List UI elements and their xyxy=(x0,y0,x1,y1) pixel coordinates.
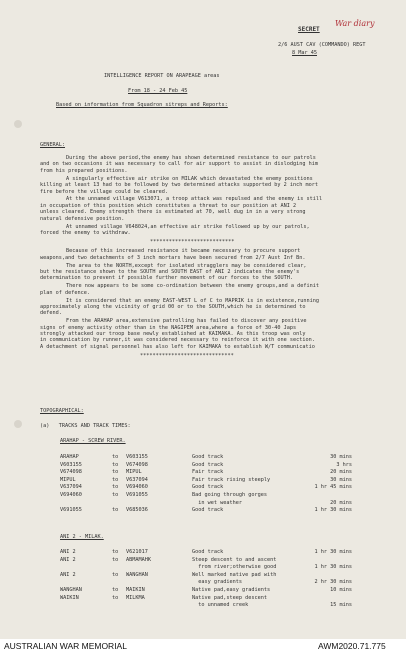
table-row xyxy=(0,564,406,571)
report-date: 8 Mar 45 xyxy=(292,50,317,56)
to-cell: to xyxy=(112,469,119,476)
paragraph-line: The area to the NORTH,except for isolated stragglers may be considered clear, xyxy=(66,262,307,269)
from-cell: ANI 2 xyxy=(60,549,76,555)
to-cell: to xyxy=(112,492,119,498)
paragraph-line: A singularly effective air strike on MILAK which devastated the enemy positions xyxy=(66,175,313,182)
route-heading-arahap: ARAHAP - SCREW RIVER. xyxy=(60,438,126,444)
paragraph-line: During the above period,the enemy has shown determined resistance to our patrols xyxy=(66,155,316,161)
to-cell: to xyxy=(112,461,119,468)
destination-cell: V637094 xyxy=(126,476,148,483)
time-cell: 1 hr 45 mins xyxy=(314,484,352,491)
description-cell: Native pad,steep descent xyxy=(192,594,267,601)
description-cell: Good track xyxy=(192,507,224,514)
paragraph-line: Because of this increased resistance it became necessary to procure support xyxy=(66,248,301,255)
table-row xyxy=(0,454,406,461)
table-row xyxy=(0,587,406,594)
report-basis: Based on information from Squadron sitreps and Reports: xyxy=(56,102,228,108)
paragraph-line: From the ARAHAP area,extensive patrolling has failed to discover any positive xyxy=(66,318,307,325)
to-cell: to xyxy=(112,594,119,601)
table-row xyxy=(0,500,406,507)
paragraph-line: signs of enemy activity other than in the NAGIPEM area,where a force of 30-40 Japs xyxy=(40,324,297,331)
paragraph-line: weapons,and two detachments of 3 inch mortars have been secured from 2/7 Aust Inf Bn. xyxy=(40,254,306,261)
from-cell: V674098 xyxy=(60,469,82,476)
route-heading-ani2: ANI 2 - MILAK. xyxy=(60,534,104,540)
from-cell: ANI 2 xyxy=(60,556,76,563)
tracks-subheading: (a) TRACKS AND TRACK TIMES: xyxy=(40,423,131,429)
table-row xyxy=(0,595,406,602)
table-row xyxy=(0,602,406,609)
time-cell: 20 mins xyxy=(330,469,352,476)
paragraph-line: in occupation of this position which constitutes a threat to our position at ANI 2 xyxy=(40,202,297,209)
description-cell: Good track xyxy=(192,549,224,555)
description-cell: Bad going through gorges xyxy=(192,492,267,498)
paragraph-line: and on two occasions it was necessary to call for air support to assist in dislodging him xyxy=(40,161,318,168)
report-period: From 18 - 24 Feb 45 xyxy=(128,88,188,94)
description-cell: from river;otherwise good xyxy=(192,564,277,571)
paragraph-line: A detachment of signal personnel has also left for KAIMAKA to establish W/T communicatio xyxy=(40,343,315,350)
punch-hole xyxy=(14,420,22,428)
description-cell: Good track xyxy=(192,461,224,468)
time-cell: 3 hrs xyxy=(336,461,352,468)
report-title: INTELLIGENCE REPORT ON ARAPEAGE areas xyxy=(104,73,220,79)
classification-mark: SECRET xyxy=(298,26,320,33)
archive-reference: AWM2020.71.775 xyxy=(318,641,386,651)
table-row xyxy=(0,477,406,484)
destination-cell: V691055 xyxy=(126,492,148,498)
paragraph-line: approximately along the vicinity of grid 00 or to the SOUTH,which he is determined to xyxy=(40,303,306,310)
from-cell: ARAHAP xyxy=(60,454,79,460)
from-cell: WAIKIN xyxy=(60,594,79,601)
separator-stars: ****************************** xyxy=(140,352,234,359)
paragraph-line: There now appears to be some co-ordination between the enemy groups,and a definit xyxy=(66,283,319,290)
description-cell: to unnamed creek xyxy=(192,602,249,609)
destination-cell: MILKMA xyxy=(126,594,145,601)
to-cell: to xyxy=(112,587,119,593)
from-cell: V694060 xyxy=(60,492,82,498)
from-cell: V637094 xyxy=(60,484,82,491)
destination-cell: V694060 xyxy=(126,484,148,491)
to-cell: to xyxy=(112,484,119,491)
general-heading: GENERAL: xyxy=(40,142,65,148)
paragraph-line: determination to prevent if possible further movement of our forces to the SOUTH. xyxy=(40,275,293,282)
description-cell: Fair track rising steeply xyxy=(192,476,271,483)
paragraph-line: At the unnamed village V613071, a troop attack was repulsed and the enemy is still xyxy=(66,196,323,203)
description-cell: Well marked native pad with xyxy=(192,571,277,578)
paragraph-line: fire before the village could be cleared. xyxy=(40,188,169,195)
time-cell: 2 hr 30 mins xyxy=(314,579,352,586)
time-cell: 20 mins xyxy=(330,499,352,506)
description-cell: easy gradients xyxy=(192,579,242,586)
paragraph-line: forced the enemy to withdraw. xyxy=(40,229,131,236)
to-cell: to xyxy=(112,571,119,578)
to-cell: to xyxy=(112,454,119,460)
time-cell: 1 hr 30 mins xyxy=(314,564,352,571)
paragraph-line: plan of defence. xyxy=(40,289,90,296)
archive-footer xyxy=(0,639,406,653)
paragraph-line: strongly attacked our troop base newly established at KAIMAKA. As this troop was only xyxy=(40,331,306,337)
description-cell: Steep descent to and ascent xyxy=(192,556,277,563)
table-row xyxy=(0,462,406,469)
table-row xyxy=(0,492,406,499)
description-cell: Good track xyxy=(192,484,224,491)
paragraph-line: At unnamed village V648024,an effective air strike followed up by our patrols, xyxy=(66,223,310,230)
from-cell: V603155 xyxy=(60,461,82,468)
destination-cell: V603155 xyxy=(126,454,148,460)
table-row xyxy=(0,572,406,579)
time-cell: 10 mins xyxy=(330,587,352,593)
paragraph-line: killing at least 13 had to be followed by two determined attacks supported by 2 inch mort xyxy=(40,182,318,189)
paragraph-line: unless cleared. Enemy strength there is estimated at 70, well dug in in a very strong xyxy=(40,209,306,216)
time-cell: 30 mins xyxy=(330,454,352,460)
from-cell: MIPUL xyxy=(60,476,76,483)
destination-cell: WANGHAN xyxy=(126,571,148,578)
table-row xyxy=(0,507,406,514)
paragraph-line: defend. xyxy=(40,310,62,317)
table-row xyxy=(0,469,406,476)
description-cell: Good track xyxy=(192,454,224,460)
paragraph-line: It is considered that an enemy EAST-WEST L of C to MAPRIK is in existence,running xyxy=(66,297,319,304)
table-row xyxy=(0,549,406,556)
description-cell: Fair track xyxy=(192,469,224,476)
from-cell: WANGHAN xyxy=(60,587,82,593)
paragraph-line: from his prepared positions. xyxy=(40,167,128,174)
topographical-heading: TOPOGRAPHICAL: xyxy=(40,408,84,414)
description-cell: in wet weather xyxy=(192,499,242,506)
archive-name: AUSTRALIAN WAR MEMORIAL xyxy=(4,641,127,651)
time-cell: 15 mins xyxy=(330,602,352,609)
destination-cell: V674098 xyxy=(126,461,148,468)
unit-name: 2/6 AUST CAV (COMMANDO) REGT xyxy=(278,42,366,48)
to-cell: to xyxy=(112,549,119,555)
table-row xyxy=(0,484,406,491)
destination-cell: MIPUL xyxy=(126,469,142,476)
to-cell: to xyxy=(112,556,119,563)
paragraph-line: but the resistance shown to the SOUTH and SOUTH EAST of ANI 2 indicates the enemy's xyxy=(40,268,300,275)
from-cell: ANI 2 xyxy=(60,571,76,578)
destination-cell: MAIKIN xyxy=(126,587,145,593)
to-cell: to xyxy=(112,507,119,514)
table-row xyxy=(0,557,406,564)
time-cell: 30 mins xyxy=(330,476,352,483)
time-cell: 1 hr 30 mins xyxy=(314,549,352,555)
destination-cell: V621017 xyxy=(126,549,148,555)
handwritten-note: War diary xyxy=(335,19,375,28)
from-cell: V691055 xyxy=(60,507,82,514)
punch-hole xyxy=(14,120,22,128)
separator-stars: *************************** xyxy=(150,238,235,245)
paragraph-line: in communication by runner,it was considered necessary to reinforce it with one section. xyxy=(40,337,315,344)
destination-cell: ABMAMAHK xyxy=(126,556,151,563)
table-row xyxy=(0,579,406,586)
paragraph-line: natural defensive position. xyxy=(40,215,125,222)
destination-cell: V685036 xyxy=(126,507,148,514)
to-cell: to xyxy=(112,476,119,483)
description-cell: Native pad,easy gradients xyxy=(192,587,271,593)
time-cell: 1 hr 30 mins xyxy=(314,507,352,514)
